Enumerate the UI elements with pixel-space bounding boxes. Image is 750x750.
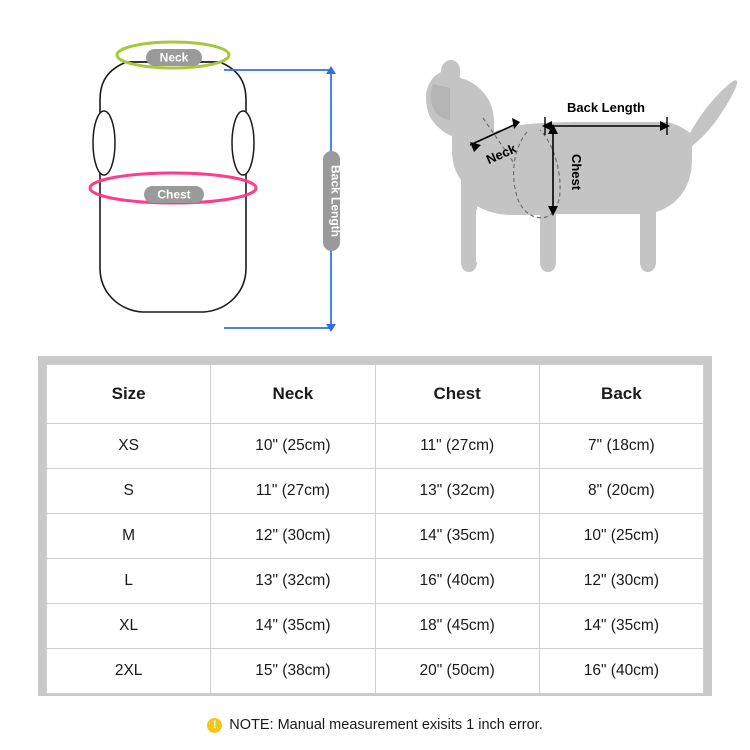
cell-back: 12" (30cm): [539, 559, 703, 604]
cell-chest: 11" (27cm): [375, 424, 539, 469]
dog-illustration: [426, 60, 737, 272]
table-row: [47, 604, 704, 649]
chest-label-pill: [144, 186, 204, 203]
cell-neck: 14" (35cm): [211, 604, 375, 649]
header-back: Back: [539, 365, 703, 424]
measurement-diagram: [0, 0, 750, 352]
cell-neck: 15" (38cm): [211, 649, 375, 694]
cell-chest: 18" (45cm): [375, 604, 539, 649]
warning-icon: !: [207, 718, 222, 733]
cell-back: 7" (18cm): [539, 424, 703, 469]
neck-label-pill: [146, 49, 202, 66]
header-neck: Neck: [211, 365, 375, 424]
back-length-label-text: Back Length: [328, 164, 343, 238]
cell-chest: 20" (50cm): [375, 649, 539, 694]
table-header-row: [47, 365, 704, 424]
garment-illustration: [90, 42, 343, 332]
table-row: [47, 649, 704, 694]
header-size: Size: [47, 365, 211, 424]
cell-size: S: [47, 469, 211, 514]
neck-label-text: Neck: [159, 50, 189, 65]
cell-neck: 12" (30cm): [211, 514, 375, 559]
cell-neck: 13" (32cm): [211, 559, 375, 604]
table-row: [47, 514, 704, 559]
note-row: [0, 700, 750, 750]
cell-back: 14" (35cm): [539, 604, 703, 649]
size-table-container: [38, 356, 712, 696]
size-table-body: [47, 424, 704, 694]
cell-size: M: [47, 514, 211, 559]
cell-chest: 13" (32cm): [375, 469, 539, 514]
table-row: [47, 469, 704, 514]
size-table: [46, 364, 704, 694]
cell-neck: 10" (25cm): [211, 424, 375, 469]
header-chest: Chest: [375, 365, 539, 424]
table-row: [47, 424, 704, 469]
dog-neck-label: Neck: [483, 140, 519, 168]
cell-back: 8" (20cm): [539, 469, 703, 514]
dog-chest-label: Chest: [569, 153, 584, 191]
cell-size: 2XL: [47, 649, 211, 694]
cell-back: 16" (40cm): [539, 649, 703, 694]
cell-size: XS: [47, 424, 211, 469]
garment-left-armhole: [93, 111, 115, 175]
table-row: [47, 559, 704, 604]
cell-chest: 14" (35cm): [375, 514, 539, 559]
cell-chest: 16" (40cm): [375, 559, 539, 604]
cell-back: 10" (25cm): [539, 514, 703, 559]
dog-back-length-label: Back Length: [566, 100, 646, 115]
chest-label-text: Chest: [157, 187, 191, 202]
cell-size: XL: [47, 604, 211, 649]
size-table-head: [47, 365, 704, 424]
cell-size: L: [47, 559, 211, 604]
cell-neck: 11" (27cm): [211, 469, 375, 514]
note-text: NOTE: Manual measurement exisits 1 inch error.: [229, 717, 543, 733]
garment-right-armhole: [232, 111, 254, 175]
